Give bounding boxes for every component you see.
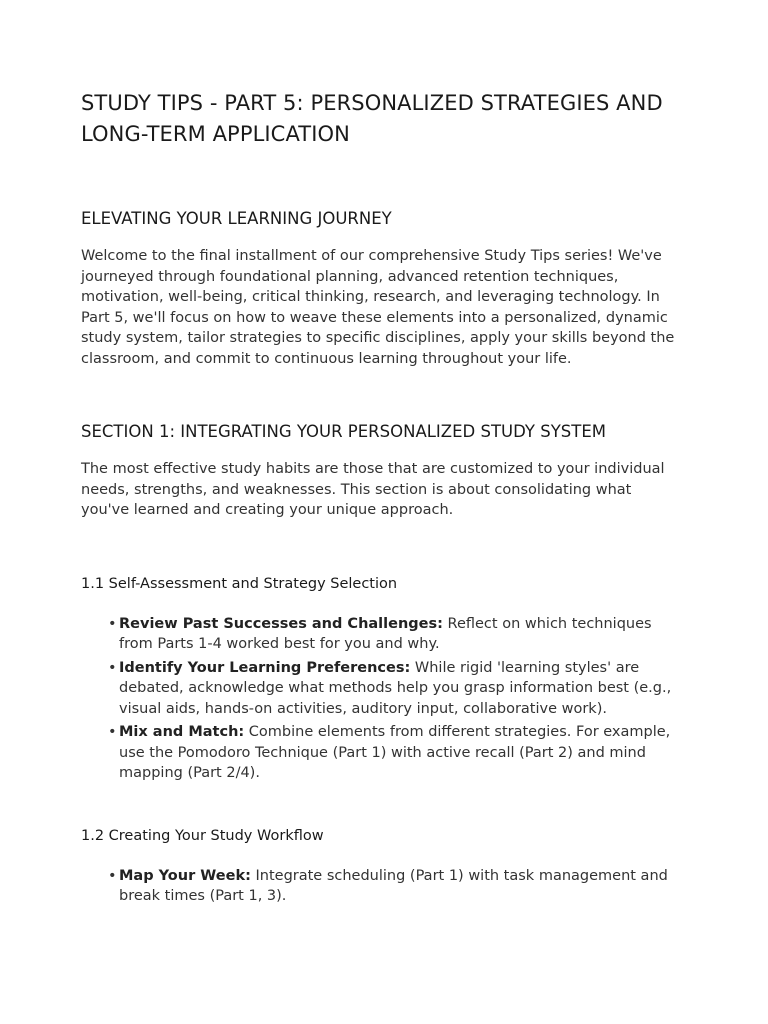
section-1-heading: SECTION 1: INTEGRATING YOUR PERSONALIZED STUDY SYSTEM: [81, 422, 607, 441]
list-item-text: Integrate scheduling (Part 1) with task management and break times (Part 1, 3).: [119, 867, 668, 904]
bullet-icon: •: [108, 867, 117, 884]
document-title: STUDY TIPS - PART 5: PERSONALIZED STRATEGIES AND LONG-TERM APPLICATION: [81, 91, 663, 146]
intro-paragraph: Welcome to the final installment of our comprehensive Study Tips series! We've journeyed through foundational planning, advanced retention techniques, motivation, well-being, critical thinking, research, and leveraging technology. In Part 5, we'll focus on how to weave these elements into a personalized, dynamic study system, tailor strategies to specific disciplines, apply your skills beyond the classroom, and commit to continuous learning throughout your life.: [81, 248, 675, 367]
bullet-icon: •: [108, 724, 117, 740]
list-item-text: Combine elements from different strategies. For example, use the Pomodoro Technique (Part 1) with active recall (Part 2) and mind mapping (Part 2/4).: [119, 724, 671, 781]
list-item-label: Map Your Week:: [119, 867, 251, 884]
list-item-label: Review Past Successes and Challenges:: [119, 615, 443, 632]
list-item: [81, 722, 684, 784]
subsection-1-1-heading: 1.1 Self-Assessment and Strategy Selection: [81, 575, 398, 592]
subsection-1-1-list: [81, 614, 684, 784]
subsection-1-2-heading: 1.2 Creating Your Study Workflow: [81, 827, 324, 844]
list-item-text: While rigid 'learning styles' are debated, acknowledge what methods help you grasp information best (e.g., visual aids, hands-on activities, auditory input, collaborative work).: [119, 659, 672, 717]
section-1-paragraph: The most effective study habits are those that are customized to your individual needs, strengths, and weaknesses. This section is about consolidating what you've learned and creating your unique approach.: [81, 461, 665, 518]
bullet-icon: •: [108, 615, 117, 632]
intro-heading: ELEVATING YOUR LEARNING JOURNEY: [81, 209, 392, 228]
list-item: [81, 658, 684, 720]
list-item: [81, 614, 684, 655]
list-item-text: Reflect on which techniques from Parts 1-4 worked best for you and why.: [119, 615, 652, 652]
list-item-label: Mix and Match:: [119, 724, 245, 740]
bullet-icon: •: [108, 659, 117, 676]
subsection-1-2-list: [81, 866, 684, 907]
list-item: [81, 866, 684, 907]
list-item-label: Identify Your Learning Preferences:: [119, 659, 411, 676]
